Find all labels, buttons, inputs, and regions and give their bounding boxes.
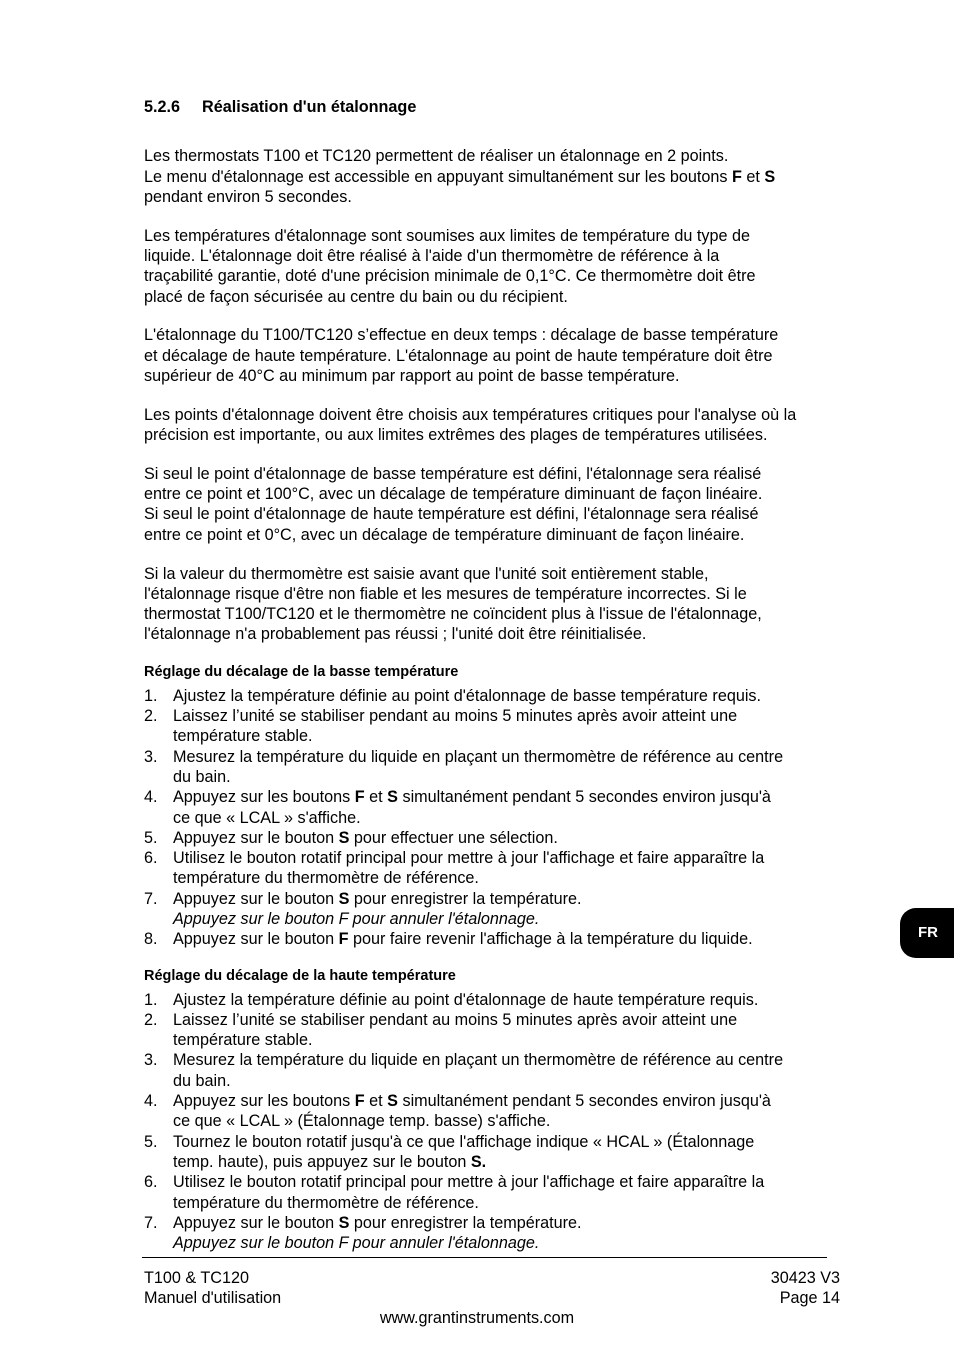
list-item: 4. Appuyez sur les boutons F et S simultanément pendant 5 secondes environ jusqu'à ce que « LCAL » (Étalonnage temp. basse) s'affiche. (144, 1092, 771, 1131)
paragraph-line: Si la valeur du thermomètre est saisie avant que l'unité soit entièrement stable, (144, 564, 709, 583)
section-title: Réalisation d'un étalonnage (202, 98, 417, 116)
paragraph-line: précision est importante, ou aux limites extrêmes des plages de températures utilisées. (144, 426, 768, 445)
list-item: 3. Mesurez la température du liquide en plaçant un thermomètre de référence au centre du bain. (144, 747, 784, 786)
list-item: 2. Laissez l’unité se stabiliser pendant au moins 5 minutes après avoir atteint une température stable. (144, 1010, 738, 1050)
list-item: 1. Ajustez la température définie au point d'étalonnage de haute température requis. (144, 990, 759, 1009)
paragraph-warning (144, 564, 844, 645)
paragraph-line: pendant environ 5 secondes. (144, 187, 352, 206)
paragraph-line: Si seul le point d'étalonnage de haute température est défini, l'étalonnage sera réalisé (144, 505, 759, 524)
list-item: 5. Appuyez sur le bouton S pour effectuer une sélection. (144, 828, 558, 847)
italic-note: Appuyez sur le bouton F pour annuler l'étalonnage. (173, 910, 540, 928)
page-content (144, 97, 844, 1269)
paragraph-line: l'étalonnage risque d'être non fiable et les mesures de température incorrectes. Si le (144, 584, 747, 603)
paragraph-limits (144, 226, 844, 307)
italic-note: Appuyez sur le bouton F pour annuler l'étalonnage. (173, 1234, 540, 1253)
list-item: 4. Appuyez sur les boutons F et S simultanément pendant 5 secondes environ jusqu'à ce que « LCAL » s'affiche. (144, 788, 771, 827)
paragraph-line: L'étalonnage du T100/TC120 s’effectue en deux temps : décalage de basse température (144, 326, 779, 345)
footer-left (144, 1268, 281, 1309)
high-offset-steps (144, 990, 844, 1254)
paragraph-line: Les points d'étalonnage doivent être choisis aux températures critiques pour l'analyse où la (144, 405, 797, 424)
list-item: 1. Ajustez la température définie au point d'étalonnage de basse température requis. (144, 686, 762, 705)
bold-f: F (732, 167, 742, 186)
high-offset-heading: Réglage du décalage de la haute température (144, 967, 456, 984)
list-item: 6. Utilisez le bouton rotatif principal pour mettre à jour l'affichage et faire apparaître la température du thermomètre de référence. (144, 1173, 765, 1212)
footer-url: www.grantinstruments.com (379, 1309, 575, 1327)
low-offset-heading: Réglage du décalage de la basse température (144, 663, 459, 680)
list-item: 3. Mesurez la température du liquide en plaçant un thermomètre de référence au centre du bain. (144, 1051, 784, 1090)
paragraph-two-step (144, 325, 844, 386)
paragraph-line: Si seul le point d'étalonnage de basse température est défini, l'étalonnage sera réalisé (144, 464, 762, 483)
paragraph-line: Le menu d'étalonnage est accessible en appuyant simultanément sur les boutons F et S (144, 167, 776, 186)
paragraph-line: liquide. L'étalonnage doit être réalisé à l'aide d'un thermomètre de référence à la (144, 246, 720, 265)
paragraph-line: thermostat T100/TC120 et le thermomètre ne coïncident plus à l'issue de l'étalonnage, (144, 605, 762, 624)
language-tab-label: FR (918, 923, 938, 941)
list-item: 7. Appuyez sur le bouton S pour enregistrer la température. Appuyez sur le bouton F pour annuler l'étalonnage. (144, 889, 844, 930)
language-tab-fr (900, 908, 954, 958)
bold-s: S (764, 167, 776, 186)
paragraph-points (144, 405, 844, 446)
footer-product: T100 & TC120 (144, 1269, 249, 1287)
section-number: 5.2.6 (144, 98, 181, 116)
paragraph-single-point (144, 464, 844, 545)
paragraph-line: l'étalonnage n'a probablement pas réussi ; l'unité doit être réinitialisée. (144, 625, 647, 644)
footer-doc-number: 30423 V3 (770, 1269, 840, 1287)
footer-manual: Manuel d'utilisation (144, 1289, 282, 1308)
list-item: 7. Appuyez sur le bouton S pour enregistrer la température. Appuyez sur le bouton F pour annuler l'étalonnage. (144, 1213, 844, 1254)
paragraph-line: entre ce point et 100°C, avec un décalage de température diminuant de façon linéaire. (144, 485, 763, 504)
paragraph-line: entre ce point et 0°C, avec un décalage de température diminuant de façon linéaire. (144, 525, 745, 544)
paragraph-intro (144, 146, 844, 207)
paragraph-line: placé de façon sécurisée au centre du bain ou du récipient. (144, 287, 568, 306)
footer-right (771, 1268, 840, 1309)
list-item: 5. Tournez le bouton rotatif jusqu'à ce que l'affichage indique « HCAL » (Étalonnage temp. haute), puis appuyez sur le bouton S. (144, 1132, 755, 1171)
paragraph-line: et décalage de haute température. L'étalonnage au point de haute température doit être (144, 346, 773, 365)
paragraph-line: supérieur de 40°C au minimum par rapport au point de basse température. (144, 366, 680, 385)
list-item: 6. Utilisez le bouton rotatif principal pour mettre à jour l'affichage et faire apparaître la température du thermomètre de référence. (144, 849, 765, 888)
paragraph-line: Les températures d'étalonnage sont soumises aux limites de température du type de (144, 226, 750, 245)
list-item: 2. Laissez l’unité se stabiliser pendant au moins 5 minutes après avoir atteint une température stable. (144, 707, 738, 746)
paragraph-line: Les thermostats T100 et TC120 permettent de réaliser un étalonnage en 2 points. (144, 147, 729, 166)
footer-page-number: Page 14 (779, 1289, 840, 1308)
low-offset-steps (144, 686, 844, 950)
paragraph-line: traçabilité garantie, doté d'une précision minimale de 0,1°C. Ce thermomètre doit être (144, 267, 756, 286)
footer-divider (142, 1257, 827, 1258)
list-item: 8. Appuyez sur le bouton F pour faire revenir l'affichage à la température du liquide. (144, 930, 753, 949)
section-heading (144, 97, 844, 117)
